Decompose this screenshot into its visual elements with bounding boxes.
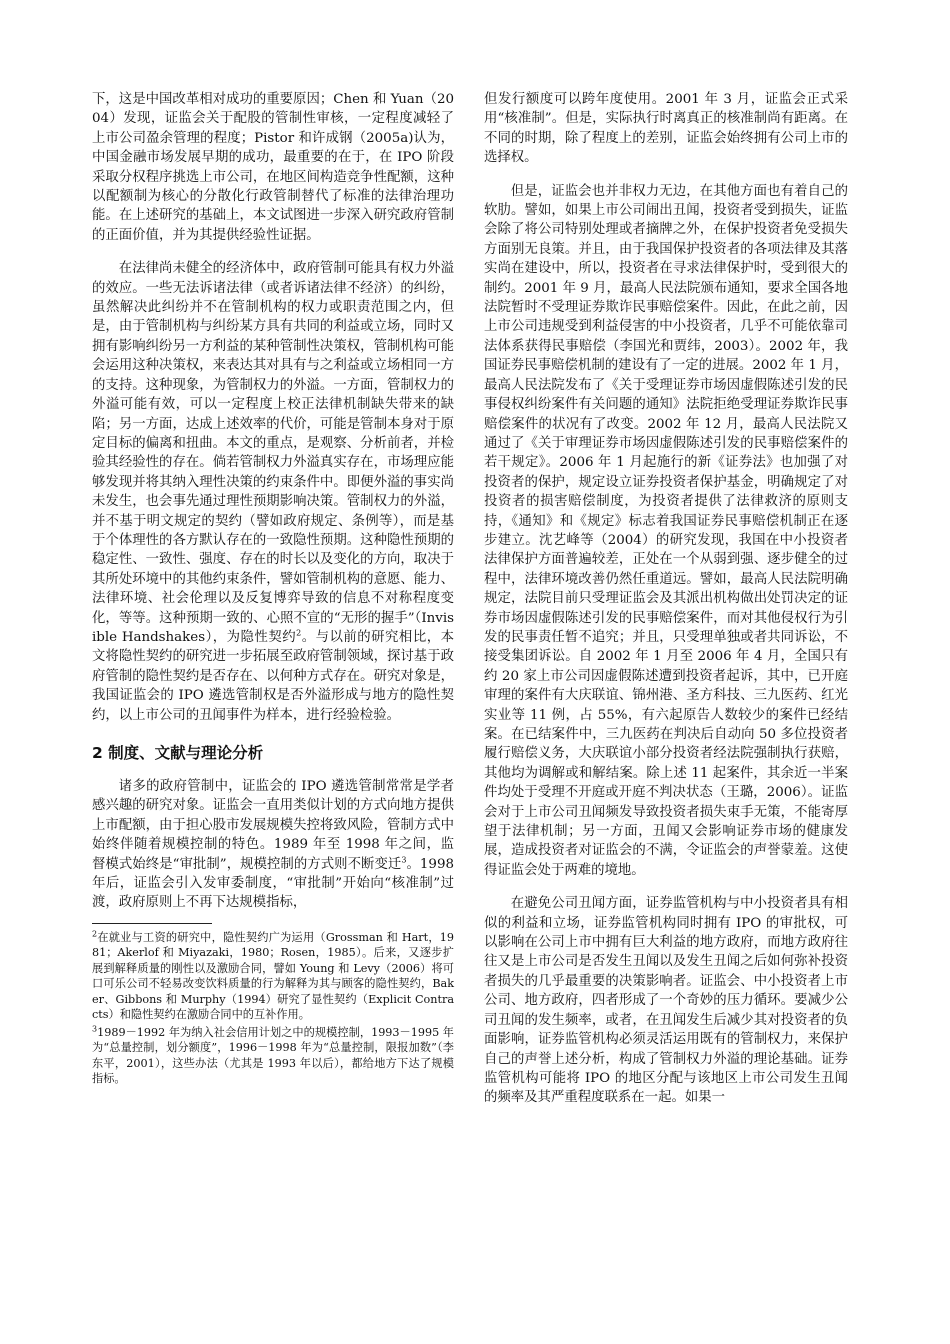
footnote-ref: 2: [296, 628, 302, 638]
paragraph-text: 。与以前的研究相比，本文将隐性契约的研究进一步拓展至政府管制领域，探讨基于政府管制的隐性契约是否存在、以何种方式存在。研究对象是，我国证监会的 IPO 遴选管制权是否外溢形成与地方的隐性契约，以上市公司的丑闻事件为样本，进行经验检验。: [92, 629, 454, 723]
footnote: [92, 930, 454, 1023]
footnotes: [92, 930, 454, 1087]
paragraph-text: 。1998 年后，证监会引入发审委制度，“审批制”开始向“核准制”过渡，政府原则上不再下达规模指标，: [92, 856, 454, 911]
footnote-divider: [92, 923, 212, 924]
paragraph: 下，这是中国改革相对成功的重要原因；Chen 和 Yuan（2004）发现，证监会关于配股的管制性审核，一定程度减轻了上市公司盈余管理的程度；Pistor 和许成钢（2005a)认为，中国金融市场发展早期的成功，最重要的在于，在 IPO 阶段采取分权程序挑选上市公司，在地区间构造竞争性配额，这种以配额制为核心的分散化行政管制替代了标准的法律治理功能。在上述研究的基础上，本文试图进一步深入研究政府管制的正面价值，并为其提供经验性证据。: [92, 92, 454, 243]
paragraph: [92, 259, 454, 725]
section-heading: 2 制度、文献与理论分析: [92, 744, 264, 762]
paragraph-text: 在法律尚未健全的经济体中，政府管制可能具有权力外溢的效应。一些无法诉诸法律（或者诉诸法律不经济）的纠纷，虽然解决此纠纷并不在管制机构的权力或职责范围之内，但是，由于管制机构与纠纷某方具有共同的利益或立场，同时又拥有影响纠纷另一方利益的某种管制性决策权，管制机构可能会运用这种决策权，来表达其对具有与之利益或立场相同一方的支持。这种现象，为管制权力的外溢。一方面，管制权力的外溢可能有效，可以一定程度上校正法律机制缺失带来的缺陷；另一方面，达成上述效率的代价，可能是管制本身对于原定目标的偏离和扭曲。本文的重点，是观察、分析前者，并检验其经验性的存在。倘若管制权力外溢真实存在，市场理应能够发现并将其纳入理性决策的约束条件中。即便外溢的事实尚未发生，也会事先通过理性预期影响决策。管制权力的外溢，并不基于明文规定的契约（譬如政府规定、条例等），而是基于个体理性的各方默认存在的一致隐性预期。这种隐性预期的稳定性、一致性、强度、存在的时长以及变化的方向，取决于其所处环境中的其他约束条件，譬如管制机构的意愿、能力、法律环境、社会伦理以及反复博弈导致的信息不对称程度变化，等等。这种预期一致的、心照不宣的“无形的握手”（Invisible Handshakes），为隐性契约: [92, 261, 454, 645]
footnote: [92, 1025, 454, 1087]
footnote-ref: 3: [401, 855, 407, 865]
footnote-mark: 2: [92, 929, 98, 939]
left-column: [92, 90, 454, 1087]
footnote-text: 1989－1992 年为纳入社会信用计划之中的规模控制，1993－1995 年为“总量控制，划分额度”，1996－1998 年为“总量控制，限报加数”（李东平，2001），这些办法（尤其是 1993 年以后），都给地方下达了规模指标。: [92, 1025, 454, 1086]
paragraph: 在避免公司丑闻方面，证券监管机构与中小投资者具有相似的利益和立场，证券监管机构同时拥有 IPO 的审批权，可以影响在公司上市中拥有巨大利益的地方政府，而地方政府往往又是上市公司是否发生丑闻以及发生丑闻之后如何弥补投资者损失的几乎最重要的决策影响者。证监会、中小投资者上市公司、地方政府，四者形成了一个奇妙的压力循环。要减少公司丑闻的发生频率，或者，在丑闻发生后减少其对投资者的负面影响，证券监管机构必须灵活运用既有的管制权力，来保护自己的声誉上述分析，构成了管制权力外溢的理论基础。证券监管机构可能将 IPO 的地区分配与该地区上市公司发生丑闻的频率及其严重程度联系在一起。如果一: [484, 896, 848, 1106]
footnote-text: 在就业与工资的研究中，隐性契约广为运用（Grossman 和 Hart，1981；Akerlof 和 Miyazaki，1980；Rosen，1985）。后来，又逐步扩展到解释质量的刚性以及激励合同，譬如 Young 和 Levy（2006）将可口可乐公司不轻易改变饮料质量的行为解释为其与顾客的隐性契约，Baker、Gibbons 和 Murphy（1994）研究了显性契约（Explicit Contracts）和隐性契约在激励合同中的互补作用。: [92, 930, 454, 1022]
paragraph-text: 诸多的政府管制中，证监会的 IPO 遴选管制常常是学者感兴趣的研究对象。证监会一直用类似计划的方式向地方提供上市配额，由于担心股市发展规模失控将致风险，管制方式中始终伴随着规模控制的特色。1989 年至 1998 年之间，监督模式始终是“审批制”，规模控制的方式则不断变迁: [92, 779, 454, 872]
paragraph: [92, 777, 454, 913]
paragraph: 但发行额度可以跨年度使用。2001 年 3 月，证监会正式采用“核准制”。但是，实际执行时离真正的核准制尚有距离。在不同的时期，除了程度上的差别，证监会始终拥有公司上市的选择权。: [484, 92, 848, 166]
footnote-mark: 3: [92, 1024, 98, 1034]
right-column: [484, 90, 848, 1108]
paragraph: 但是，证监会也并非权力无边，在其他方面也有着自己的软肋。譬如，如果上市公司闹出丑闻，投资者受到损失，证监会除了将公司特别处理或者摘牌之外，在保护投资者免受损失方面别无良策。并且，由于我国保护投资者的各项法律及其落实尚在建设中，所以，投资者在寻求法律保护时，受到很大的制约。2001 年 9 月，最高人民法院颁布通知，要求全国各地法院暂时不受理证券欺诈民事赔偿案件。因此，在此之前，因上市公司违规受到利益侵害的中小投资者，几乎不可能依靠司法体系获得民事赔偿（李国光和贾纬，2003）。2002 年，我国证券民事赔偿机制的建设有了一定的进展。2002 年 1 月，最高人民法院发布了《关于受理证券市场因虚假陈述引发的民事侵权纠纷案件有关问题的通知》法院拒绝受理证券欺诈民事赔偿案件的状况有了改变。2002 年 12 月，最高人民法院又通过了《关于审理证券市场因虚假陈述引发的民事赔偿案件的若干规定》。2006 年 1 月起施行的新《证券法》也加强了对投资者的保护，规定设立证券投资者保护基金，明确规定了对投资者的损害赔偿制度，为投资者提供了法律救济的原则支持，《通知》和《规定》标志着我国证券民事赔偿机制正在逐步建立。沈艺峰等（2004）的研究发现，我国在中小投资者法律保护方面普遍较差，正处在一个从弱到强、逐步健全的过程中，法律环境改善仍然任重道远。譬如，最高人民法院明确规定，法院目前只受理证监会及其派出机构做出处罚决定的证券市场因虚假陈述引发的民事赔偿案件，而对其他侵权行为引发的民事责任暂不追究；并且，只受理单独或者共同诉讼，不接受集团诉讼。自 2002 年 1 月至 2006 年 4 月，全国只有约 20 家上市公司因虚假陈述遭到投资者起诉，其中，已开庭审理的案件有大庆联谊、锦州港、圣方科技、三九医药、红光实业等 11 例，占 55%，有六起原告人数较少的案件已经结案。在已结案件中，三九医药在判决后自动向 50 多位投资者履行赔偿义务，大庆联谊小部分投资者经法院强制执行获赔，其他均为调解或和解结案。除上述 11 起案件，其余近一半案件均处于受理不开庭或开庭不判决状态（王璐，2006）。证监会对于上市公司丑闻频发导致投资者损失束手无策，不能寄厚望于法律机制；另一方面，丑闻又会影响证券市场的健康发展，造成投资者对证监会的不满，令证监会的声誉蒙羞。这使得证监会处于两难的境地。: [484, 183, 848, 878]
